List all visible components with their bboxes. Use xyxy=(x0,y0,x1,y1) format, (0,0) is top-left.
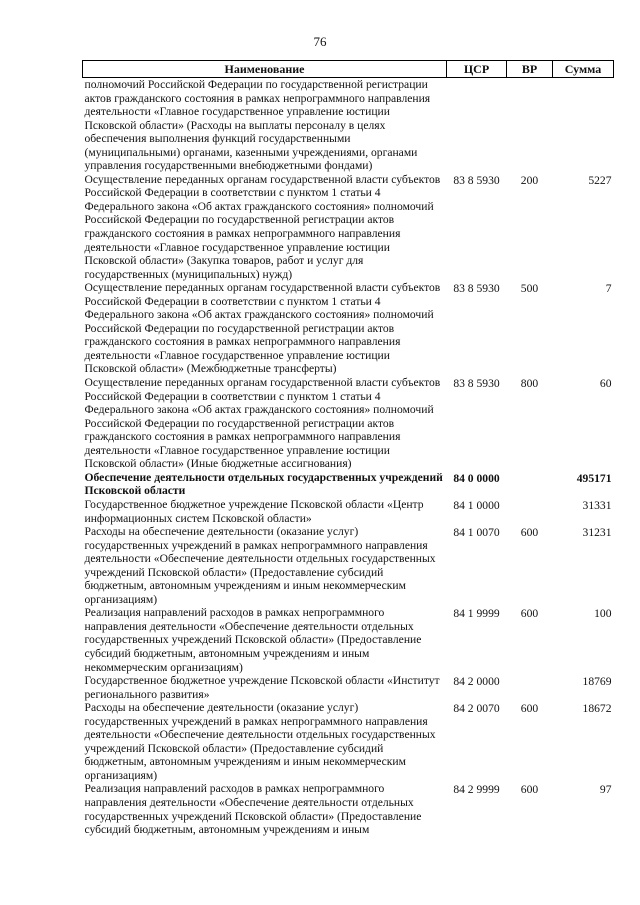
row-vr-cell xyxy=(507,498,553,525)
row-vr-cell: 600 xyxy=(520,526,539,540)
row-csr-cell: 84 1 0000 xyxy=(453,498,500,512)
row-csr-cell: 83 8 5930 xyxy=(453,173,500,187)
row-csr-cell: 84 2 0000 xyxy=(453,675,500,689)
row-sum-cell: 31331 xyxy=(582,498,612,512)
row-vr-cell: 600 xyxy=(520,607,539,621)
row-sum-cell: 97 xyxy=(599,783,612,797)
row-name-cell: Государственное бюджетное учреждение Псковской области «Институт регионального развития» xyxy=(84,674,440,701)
row-name-cell: Расходы на обеспечение деятельности (оказание услуг) государственных учреждений в рамках непрограммного направления деятельности «Обеспечение деятельности отдельных государственных учреждений Псковской области» (Предоставление субсидий бюджетным, автономным учреждениям и иным некоммерческим организациям) xyxy=(84,701,436,782)
row-csr-cell: 84 1 0070 xyxy=(453,526,500,540)
table-row xyxy=(83,674,614,701)
row-csr-cell: 84 2 0070 xyxy=(453,702,500,716)
row-name-cell: Обеспечение деятельности отдельных государственных учреждений Псковской области xyxy=(84,470,443,498)
table-row xyxy=(83,701,614,782)
row-sum-cell: 60 xyxy=(599,377,612,391)
row-sum-cell: 100 xyxy=(594,607,612,621)
column-header-name: Наименование xyxy=(83,61,447,78)
row-vr-cell: 600 xyxy=(520,783,539,797)
row-name-cell: Расходы на обеспечение деятельности (оказание услуг) государственных учреждений в рамках непрограммного направления деятельности «Обеспечение деятельности отдельных государственных учреждений Псковской области» (Предоставление субсидий бюджетным, автономным учреждениям и иным некоммерческим организациям) xyxy=(84,525,436,606)
row-sum-cell: 31231 xyxy=(582,526,612,540)
table-body xyxy=(83,78,614,837)
row-vr-cell: 500 xyxy=(520,282,539,296)
row-sum-cell: 7 xyxy=(605,282,612,296)
row-vr-cell: 200 xyxy=(520,173,539,187)
table-row xyxy=(83,498,614,525)
row-vr-cell: 600 xyxy=(520,702,539,716)
table-row xyxy=(83,606,614,674)
table-row xyxy=(83,782,614,836)
row-csr-cell xyxy=(447,78,507,173)
row-name-cell: Государственное бюджетное учреждение Псковской области «Центр информационных систем Псковской области» xyxy=(84,497,424,525)
table-row xyxy=(83,281,614,376)
row-name-cell: Реализация направлений расходов в рамках непрограммного направления деятельности «Обеспечение деятельности отдельных государственных учреждений Псковской области» (Предоставление субсидий бюджетным, автономным учреждениям и иным xyxy=(84,782,422,837)
page-number: 76 xyxy=(313,34,327,49)
table-row xyxy=(83,525,614,606)
row-name-cell: полномочий Российской Федерации по государственной регистрации актов гражданского состояния в рамках непрограммного направления деятельности «Главное государственное управление юстиции Псковской области» (Расходы на выплаты персоналу в целях обеспечения выполнения функций государственными (муниципальными) органами, казенными учреждениями, органами управления государственными внебюджетными фондами) xyxy=(84,78,431,173)
table-row xyxy=(83,471,614,498)
row-vr-cell xyxy=(507,78,553,173)
row-csr-cell: 84 0 0000 xyxy=(453,471,500,485)
row-name-cell: Осуществление переданных органам государственной власти субъектов Российской Федерации в соответствии с пунктом 1 статьи 4 Федерального закона «Об актах гражданского состояния» полномочий Российской Федерации по государственной регистрации актов гражданского состояния в рамках непрограммного направления деятельности «Главное государственное управление юстиции Псковской области» (Межбюджетные трансферты) xyxy=(84,281,441,376)
row-name-cell: Реализация направлений расходов в рамках непрограммного направления деятельности «Обеспечение деятельности отдельных государственных учреждений Псковской области» (Предоставление субсидий бюджетным, автономным учреждениям и иным некоммерческим организациям) xyxy=(84,606,422,674)
row-csr-cell: 83 8 5930 xyxy=(453,377,500,391)
budget-table xyxy=(82,60,614,837)
row-sum-cell: 18672 xyxy=(582,702,612,716)
column-header-vr: ВР xyxy=(507,61,553,78)
row-sum-cell: 495171 xyxy=(576,471,612,485)
row-csr-cell: 83 8 5930 xyxy=(453,282,500,296)
table-row xyxy=(83,173,614,281)
row-vr-cell xyxy=(507,674,553,701)
row-vr-cell: 800 xyxy=(520,377,539,391)
row-name-cell: Осуществление переданных органам государственной власти субъектов Российской Федерации в соответствии с пунктом 1 статьи 4 Федерального закона «Об актах гражданского состояния» полномочий Российской Федерации по государственной регистрации актов гражданского состояния в рамках непрограммного направления деятельности «Главное государственное управление юстиции Псковской области» (Закупка товаров, работ и услуг для государственных (муниципальных) нужд) xyxy=(84,172,441,281)
row-sum-cell: 5227 xyxy=(588,173,612,187)
column-header-sum: Сумма xyxy=(553,61,614,78)
column-header-csr: ЦСР xyxy=(447,61,507,78)
row-sum-cell: 18769 xyxy=(582,675,612,689)
row-name-cell: Осуществление переданных органам государственной власти субъектов Российской Федерации в соответствии с пунктом 1 статьи 4 Федерального закона «Об актах гражданского состояния» полномочий Российской Федерации по государственной регистрации актов гражданского состояния в рамках непрограммного направления деятельности «Главное государственное управление юстиции Псковской области» (Иные бюджетные ассигнования) xyxy=(84,376,441,471)
table-row xyxy=(83,376,614,471)
row-sum-cell xyxy=(553,78,614,173)
row-csr-cell: 84 1 9999 xyxy=(453,607,500,621)
table-row xyxy=(83,78,614,173)
row-csr-cell: 84 2 9999 xyxy=(453,783,500,797)
table-header-row xyxy=(83,61,614,78)
row-vr-cell xyxy=(507,471,553,498)
